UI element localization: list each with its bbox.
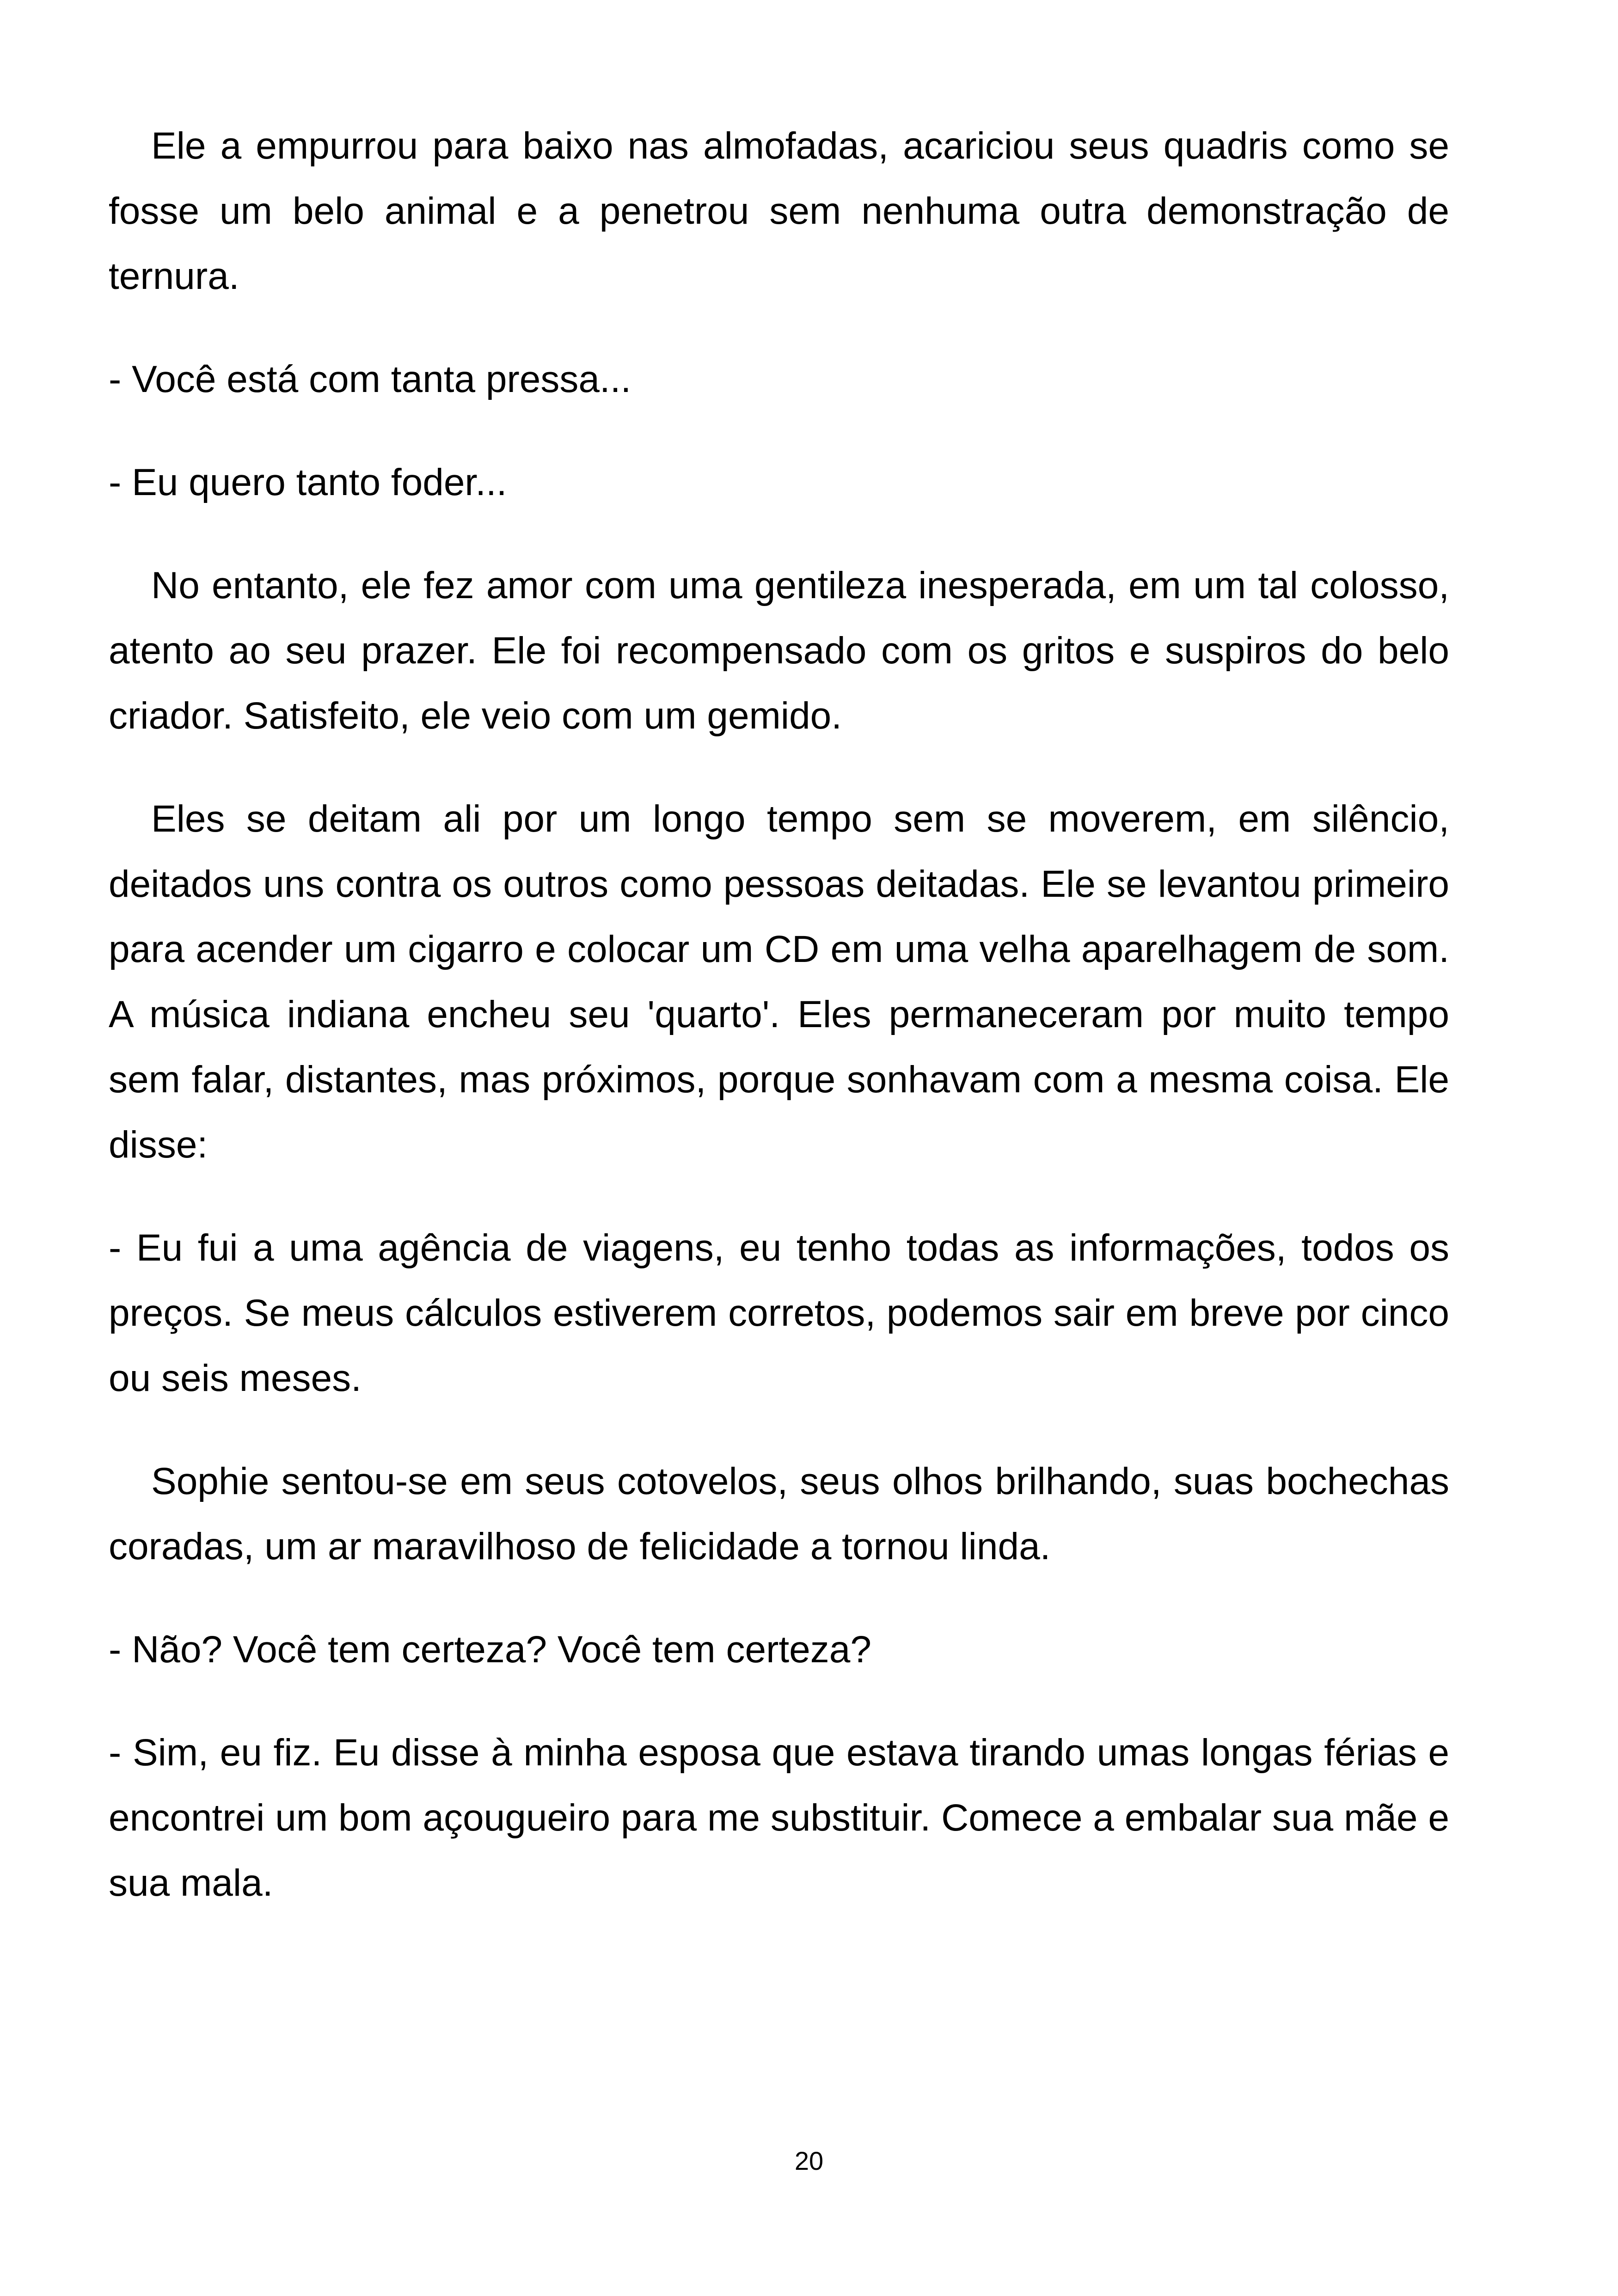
paragraph: Ele a empurrou para baixo nas almofadas, acariciou seus quadris como se fosse um belo animal e a penetrou sem nenhuma outra demonstração de ternura.: [109, 125, 1449, 297]
page-number: 20: [794, 2146, 824, 2175]
dialogue-line: - Não? Você tem certeza? Você tem certeza?: [109, 1629, 871, 1671]
dialogue-line: - Você está com tanta pressa...: [109, 358, 631, 400]
paragraph: No entanto, ele fez amor com uma gentileza inesperada, em um tal colosso, atento ao seu prazer. Ele foi recompensado com os gritos e suspiros do belo criador. Satisfeito, ele veio com um gemido.: [109, 564, 1449, 737]
paragraph: Sophie sentou-se em seus cotovelos, seus olhos brilhando, suas bochechas coradas, um ar maravilhoso de felicidade a tornou linda.: [109, 1460, 1449, 1567]
paragraph: Eles se deitam ali por um longo tempo sem se moverem, em silêncio, deitados uns contra os outros como pessoas deitadas. Ele se levantou primeiro para acender um cigarro e colocar um CD em uma velha aparelhagem de som. A música indiana encheu seu 'quarto'. Eles permaneceram por muito tempo sem falar, distantes, mas próximos, porque sonhavam com a mesma coisa. Ele disse:: [109, 798, 1449, 1166]
dialogue-line: - Eu quero tanto foder...: [109, 461, 507, 503]
dialogue-line: - Eu fui a uma agência de viagens, eu tenho todas as informações, todos os preços. Se meus cálculos estiverem corretos, podemos sair em breve por cinco ou seis meses.: [109, 1227, 1449, 1399]
page-body: [109, 113, 1449, 1953]
dialogue-line: - Sim, eu fiz. Eu disse à minha esposa que estava tirando umas longas férias e encontrei um bom açougueiro para me substituir. Comece a embalar sua mãe e sua mala.: [109, 1732, 1449, 1904]
